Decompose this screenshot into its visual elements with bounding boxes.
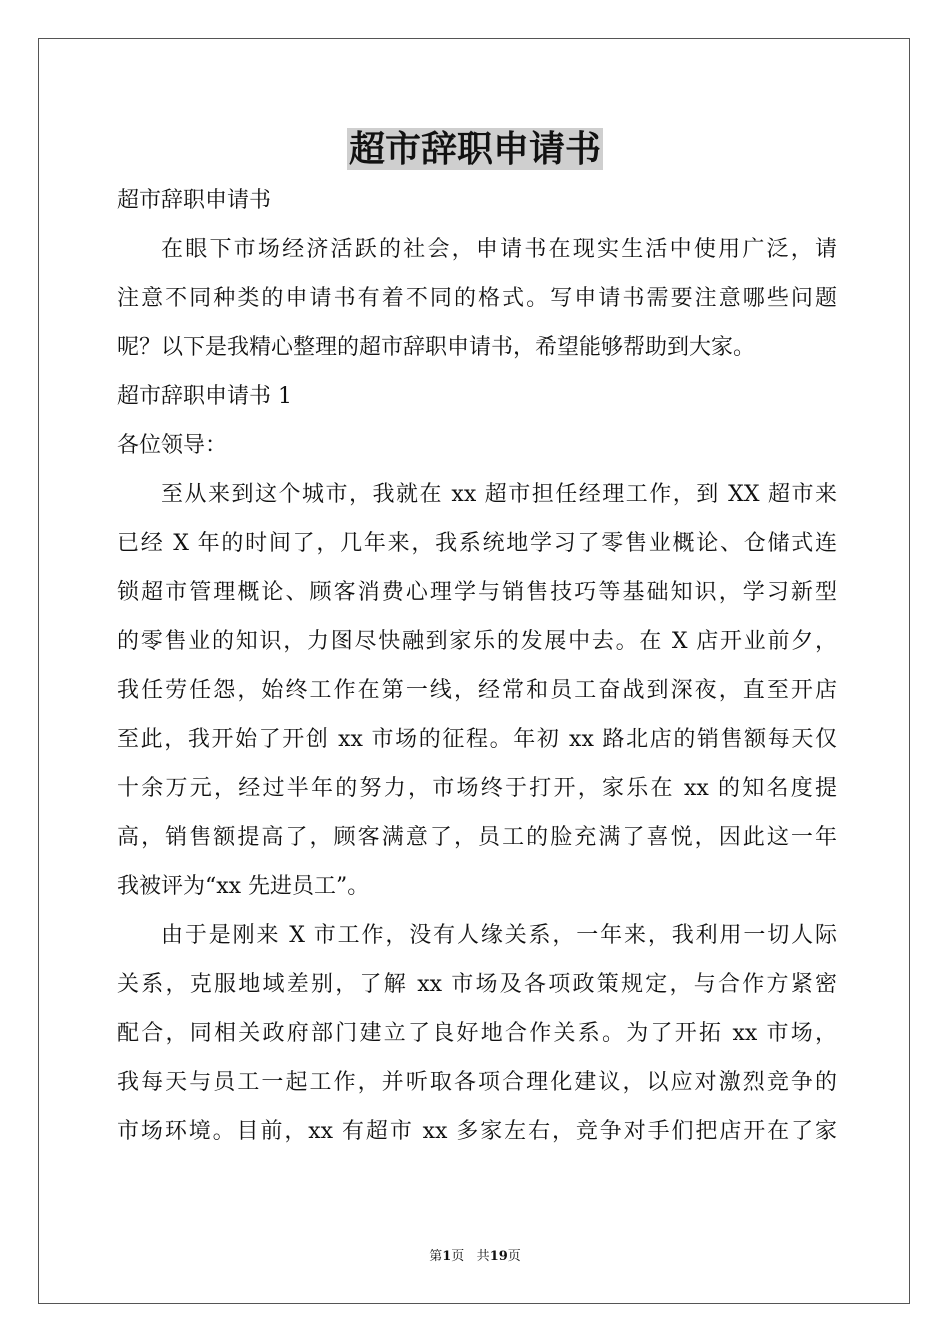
- text-line: 在眼下市场经济活跃的社会，申请书在现实生活中使用广泛，请: [161, 237, 837, 262]
- page-footer: [0, 1245, 950, 1264]
- text-line: 超市辞职申请书 1: [117, 384, 292, 409]
- text-line: 我每天与员工一起工作，并听取各项合理化建议，以应对激烈竞争的: [117, 1070, 837, 1095]
- footer-current-page: 1: [442, 1249, 452, 1264]
- text-line: 锁超市管理概论、顾客消费心理学与销售技巧等基础知识，学习新型: [117, 580, 837, 605]
- text-line: 我被评为“xx 先进员工”。: [117, 874, 370, 899]
- text-line: 超市辞职申请书: [117, 188, 272, 213]
- footer-gap: 共: [464, 1249, 490, 1264]
- text-line: 呢？以下是我精心整理的超市辞职申请书，希望能够帮助到大家。: [117, 335, 756, 360]
- footer-suffix: 页: [507, 1249, 521, 1264]
- text-line: 各位领导：: [117, 433, 228, 458]
- text-line: 我任劳任怨，始终工作在第一线，经常和员工奋战到深夜，直至开店: [117, 678, 837, 703]
- text-line: 注意不同种类的申请书有着不同的格式。写申请书需要注意哪些问题: [117, 286, 837, 311]
- footer-page-word: 页: [451, 1249, 465, 1264]
- title-wrap: [0, 128, 950, 170]
- text-line: 关系，克服地域差别，了解 xx 市场及各项政策规定，与合作方紧密: [117, 972, 837, 997]
- footer-total-pages: 19: [489, 1249, 508, 1264]
- text-line: 十余万元，经过半年的努力，市场终于打开，家乐在 xx 的知名度提: [117, 776, 837, 801]
- text-line: 已经 X 年的时间了，几年来，我系统地学习了零售业概论、仓储式连: [117, 531, 837, 556]
- text-line: 高，销售额提高了，顾客满意了，员工的脸充满了喜悦，因此这一年: [117, 825, 837, 850]
- footer-prefix: 第: [429, 1249, 443, 1264]
- text-line: 配合，同相关政府部门建立了良好地合作关系。为了开拓 xx 市场，: [117, 1021, 837, 1046]
- document-body: [117, 176, 837, 1156]
- text-line: 由于是刚来 X 市工作，没有人缘关系，一年来，我利用一切人际: [161, 923, 837, 948]
- text-line: 至此，我开始了开创 xx 市场的征程。年初 xx 路北店的销售额每天仅: [117, 727, 837, 752]
- document-title: 超市辞职申请书: [348, 128, 601, 170]
- text-line: 市场环境。目前，xx 有超市 xx 多家左右，竞争对手们把店开在了家: [117, 1119, 837, 1144]
- text-line: 至从来到这个城市，我就在 xx 超市担任经理工作，到 XX 超市来: [161, 482, 837, 507]
- text-line: 的零售业的知识，力图尽快融到家乐的发展中去。在 X 店开业前夕，: [117, 629, 837, 654]
